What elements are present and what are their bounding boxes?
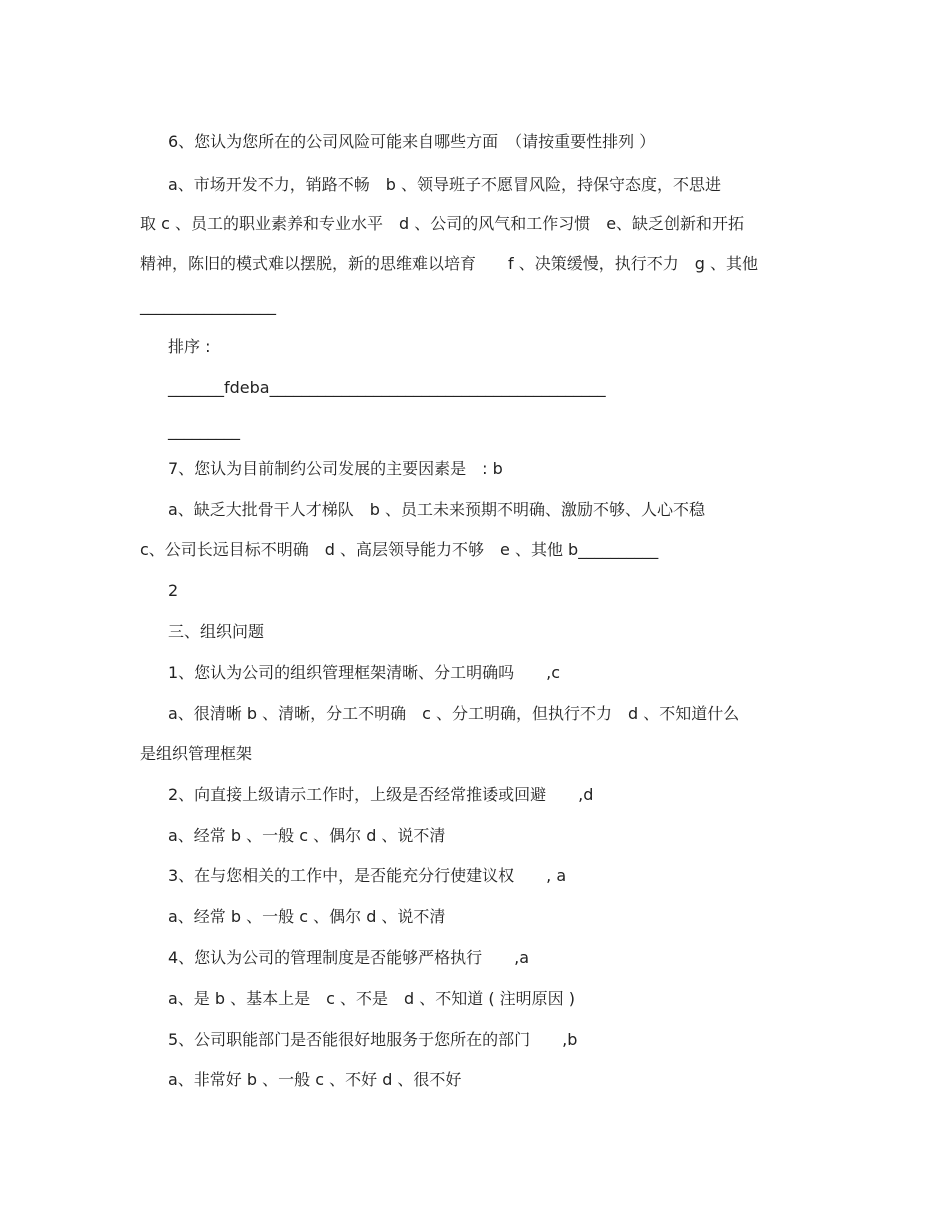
question-7-options-line-1: a、缺乏大批骨干人才梯队 b 、员工未来预期不明确、激励不够、人心不稳 bbox=[168, 500, 706, 519]
org-question-3: 3、在与您相关的工作中，是否能充分行使建议权 , a bbox=[168, 866, 567, 885]
question-6-other-blank: _________________ bbox=[140, 296, 276, 315]
org-question-1-options-line-2: 是组织管理框架 bbox=[140, 744, 253, 763]
org-question-5: 5、公司职能部门是否能很好地服务于您所在的部门 ,b bbox=[168, 1030, 578, 1049]
ranking-label: 排序 : bbox=[168, 337, 211, 356]
question-6: 6、您认为您所在的公司风险可能来自哪些方面 （请按重要性排列 ） bbox=[168, 132, 656, 151]
org-question-2-options: a、经常 b 、一般 c 、偶尔 d 、说不清 bbox=[168, 826, 446, 845]
org-question-3-options: a、经常 b 、一般 c 、偶尔 d 、说不清 bbox=[168, 907, 446, 926]
org-question-2: 2、向直接上级请示工作时，上级是否经常推诿或回避 ,d bbox=[168, 785, 594, 804]
ranking-answer-continued: _________ bbox=[168, 421, 240, 440]
section-heading: 三、组织问题 bbox=[168, 622, 265, 641]
ranking-answer: _______fdeba__________________________________________ bbox=[168, 378, 606, 397]
org-question-5-options: a、非常好 b 、一般 c 、不好 d 、很不好 bbox=[168, 1070, 462, 1089]
question-6-options-line-3: 精神，陈旧的模式难以摆脱，新的思维难以培育 f 、决策缓慢，执行不力 g 、其他 bbox=[140, 254, 758, 273]
page-number: 2 bbox=[168, 581, 179, 600]
org-question-4: 4、您认为公司的管理制度是否能够严格执行 ,a bbox=[168, 948, 530, 967]
question-7-options-line-2: c、公司长远目标不明确 d 、高层领导能力不够 e 、其他 b__________ bbox=[140, 540, 659, 559]
org-question-4-options: a、是 b 、基本上是 c 、不是 d 、不知道 ( 注明原因 ) bbox=[168, 989, 576, 1008]
question-6-options-line-2: 取 c 、员工的职业素养和专业水平 d 、公司的风气和工作习惯 e、缺乏创新和开拓 bbox=[140, 214, 745, 233]
question-6-options-line-1: a、市场开发不力，销路不畅 b 、领导班子不愿冒风险，持保守态度，不思进 bbox=[168, 175, 722, 194]
question-7: 7、您认为目前制约公司发展的主要因素是 : b bbox=[168, 459, 503, 478]
org-question-1: 1、您认为公司的组织管理框架清晰、分工明确吗 ,c bbox=[168, 663, 561, 682]
org-question-1-options-line-1: a、很清晰 b 、清晰，分工不明确 c 、分工明确，但执行不力 d 、不知道什么 bbox=[168, 704, 740, 723]
